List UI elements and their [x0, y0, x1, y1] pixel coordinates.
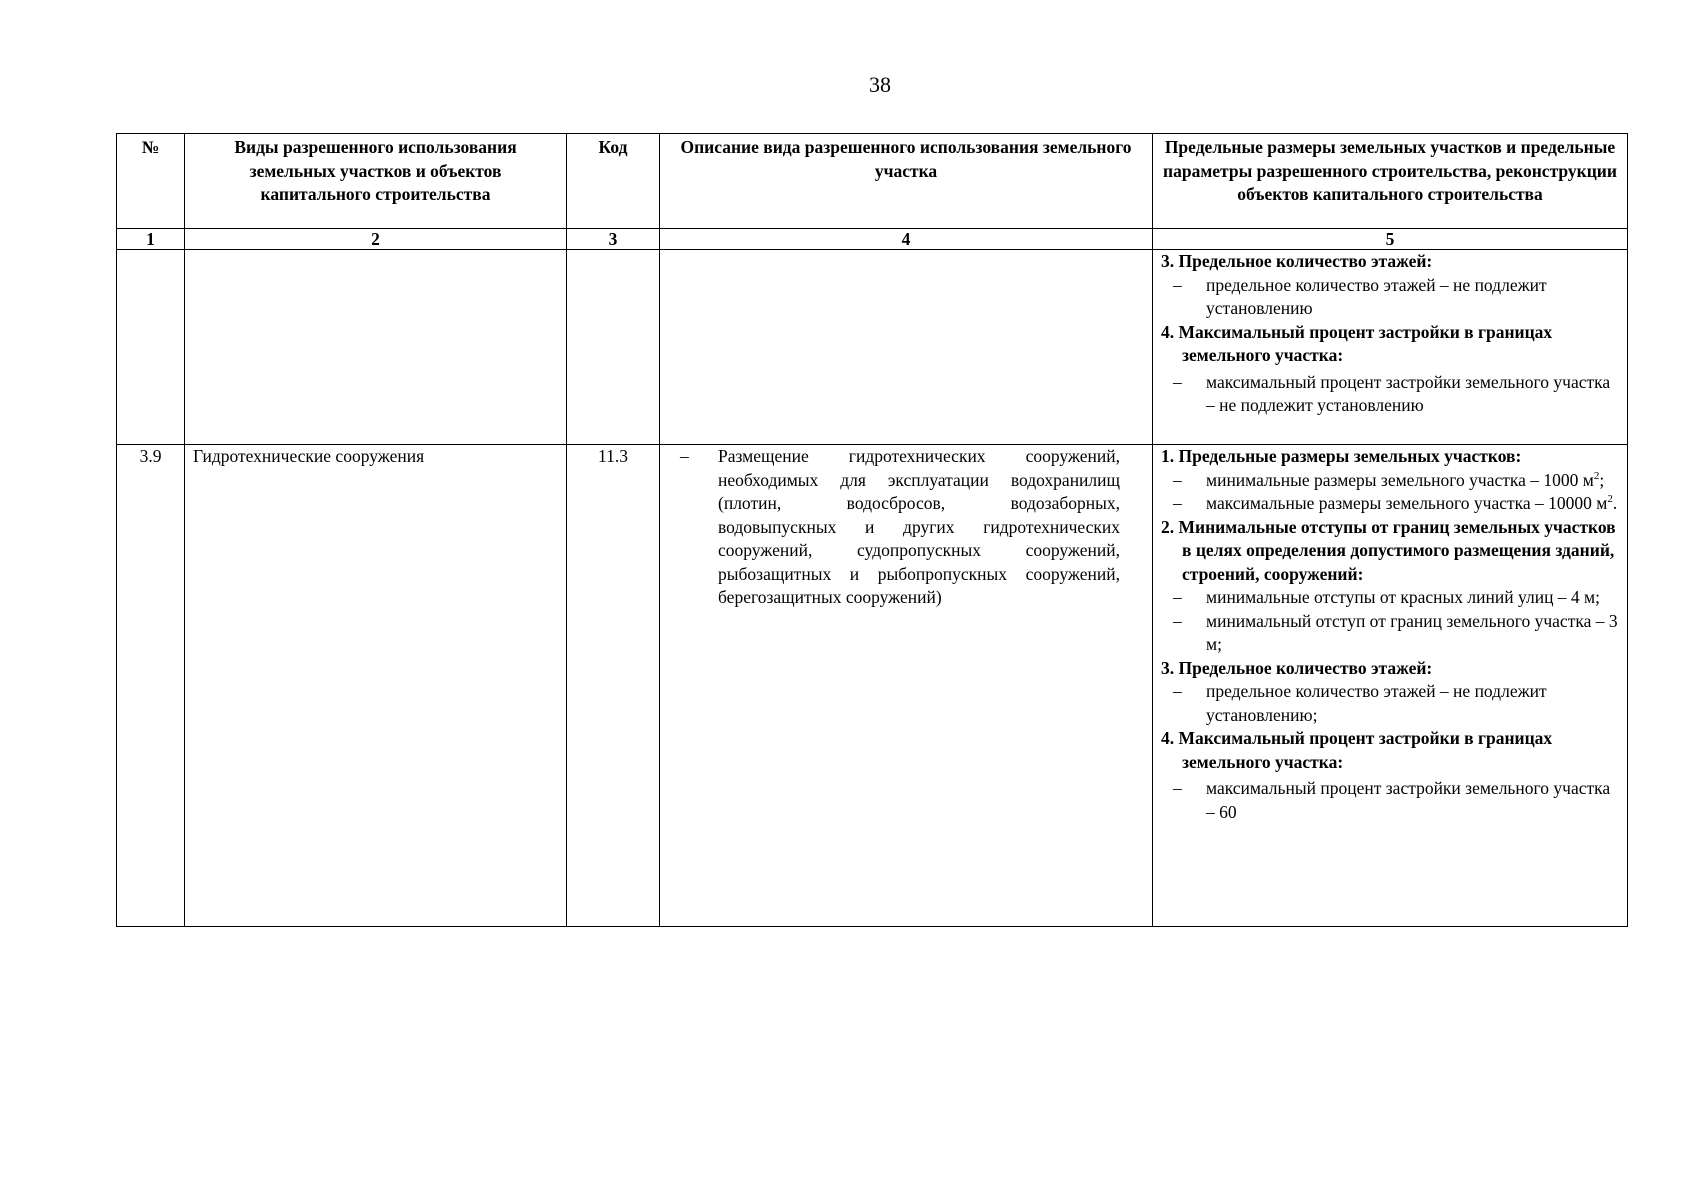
limits-item: [1161, 680, 1619, 727]
cell-empty: [660, 250, 1153, 445]
limits-item: [1161, 274, 1619, 321]
limits-item: [1161, 777, 1619, 824]
dash-marker: –: [1173, 587, 1182, 607]
table-row: [117, 445, 1628, 927]
column-number: 4: [660, 229, 1153, 250]
header-number: №: [117, 134, 185, 229]
limits-item-text: минимальный отступ от границ земельного участка – 3 м;: [1206, 610, 1618, 654]
superscript: 2: [1607, 493, 1613, 506]
limits-item-value: максимальные размеры земельного участка – 10000 м: [1206, 493, 1608, 513]
description-cell: [660, 445, 1153, 927]
limits-item-text: предельное количество этажей – не подлежит установлению;: [1206, 681, 1547, 725]
limits-item-text: максимальный процент застройки земельного участка – не подлежит установлению: [1206, 371, 1611, 415]
limits-section-title: 3. Предельное количество этажей:: [1161, 251, 1433, 271]
limits-item: [1161, 610, 1619, 657]
column-number: 1: [117, 229, 185, 250]
punctuation: ;: [1599, 469, 1605, 490]
table-row-continued: [117, 250, 1628, 445]
column-number: 2: [185, 229, 567, 250]
header-usage-types: Виды разрешенного использования земельных участков и объектов капитального строительства: [185, 134, 567, 229]
header-description: Описание вида разрешенного использования земельного участка: [660, 134, 1153, 229]
limits-section-title: 1. Предельные размеры земельных участков:: [1161, 446, 1522, 466]
header-limits: Предельные размеры земельных участков и предельные параметры разрешенного строительства, реконструкции объектов капитального строительства: [1153, 134, 1628, 229]
limits-section-title: 2. Минимальные отступы от границ земельных участков в целях определения допустимого размещения зданий, строений, сооружений:: [1161, 516, 1616, 584]
table-header-row: [117, 134, 1628, 229]
cell-empty: [567, 250, 660, 445]
punctuation: .: [1612, 493, 1618, 513]
limits-item: [1161, 492, 1619, 516]
dash-marker: –: [1173, 371, 1182, 392]
cell-empty: [185, 250, 567, 445]
limits-item: [1161, 586, 1619, 610]
column-number-row: [117, 229, 1628, 250]
limits-item-text: максимальный процент застройки земельного участка – 60: [1206, 778, 1611, 822]
dash-marker: –: [680, 446, 689, 466]
limits-item-value: минимальные размеры земельного участка – 1000 м: [1206, 469, 1594, 490]
limits-item: [1161, 469, 1619, 493]
limits-item-text: минимальные отступы от красных линий улиц – 4 м;: [1206, 587, 1600, 607]
column-number: 3: [567, 229, 660, 250]
limits-item-text: [1206, 469, 1619, 493]
limits-item-text: [1206, 492, 1619, 516]
description-text: Размещение гидротехнических сооружений, необходимых для эксплуатации водохранилищ (плотин, водосбросов, водозаборных, водовыпускных и других гидротехнических сооружений, судопропускных сооружений, рыбозащитных и рыбопропускных сооружений, берегозащитных сооружений): [718, 446, 1120, 607]
zoning-regulations-table: [116, 133, 1628, 927]
limits-section-title: 4. Максимальный процент застройки в границах земельного участка:: [1161, 321, 1553, 365]
page-number: 38: [869, 72, 891, 97]
cell-empty: [117, 250, 185, 445]
dash-marker: –: [1173, 469, 1182, 490]
dash-marker: –: [1173, 778, 1182, 798]
limits-item: [1161, 371, 1619, 418]
usage-code: 11.3: [567, 445, 660, 927]
column-number: 5: [1153, 229, 1628, 250]
usage-type-name: Гидротехнические сооружения: [185, 445, 567, 927]
limits-cell: [1153, 445, 1628, 927]
dash-marker: –: [1173, 493, 1182, 513]
limits-item-text: предельное количество этажей – не подлежит установлению: [1206, 274, 1547, 318]
header-code: Код: [567, 134, 660, 229]
limits-section-title: 4. Максимальный процент застройки в границах земельного участка:: [1161, 728, 1553, 772]
limits-cell: [1153, 250, 1628, 445]
dash-marker: –: [1173, 274, 1182, 295]
row-number: 3.9: [117, 445, 185, 927]
description-item: [668, 445, 1144, 610]
dash-marker: –: [1173, 681, 1182, 701]
limits-section-title: 3. Предельное количество этажей:: [1161, 657, 1433, 678]
dash-marker: –: [1173, 610, 1182, 631]
superscript: 2: [1593, 469, 1600, 482]
